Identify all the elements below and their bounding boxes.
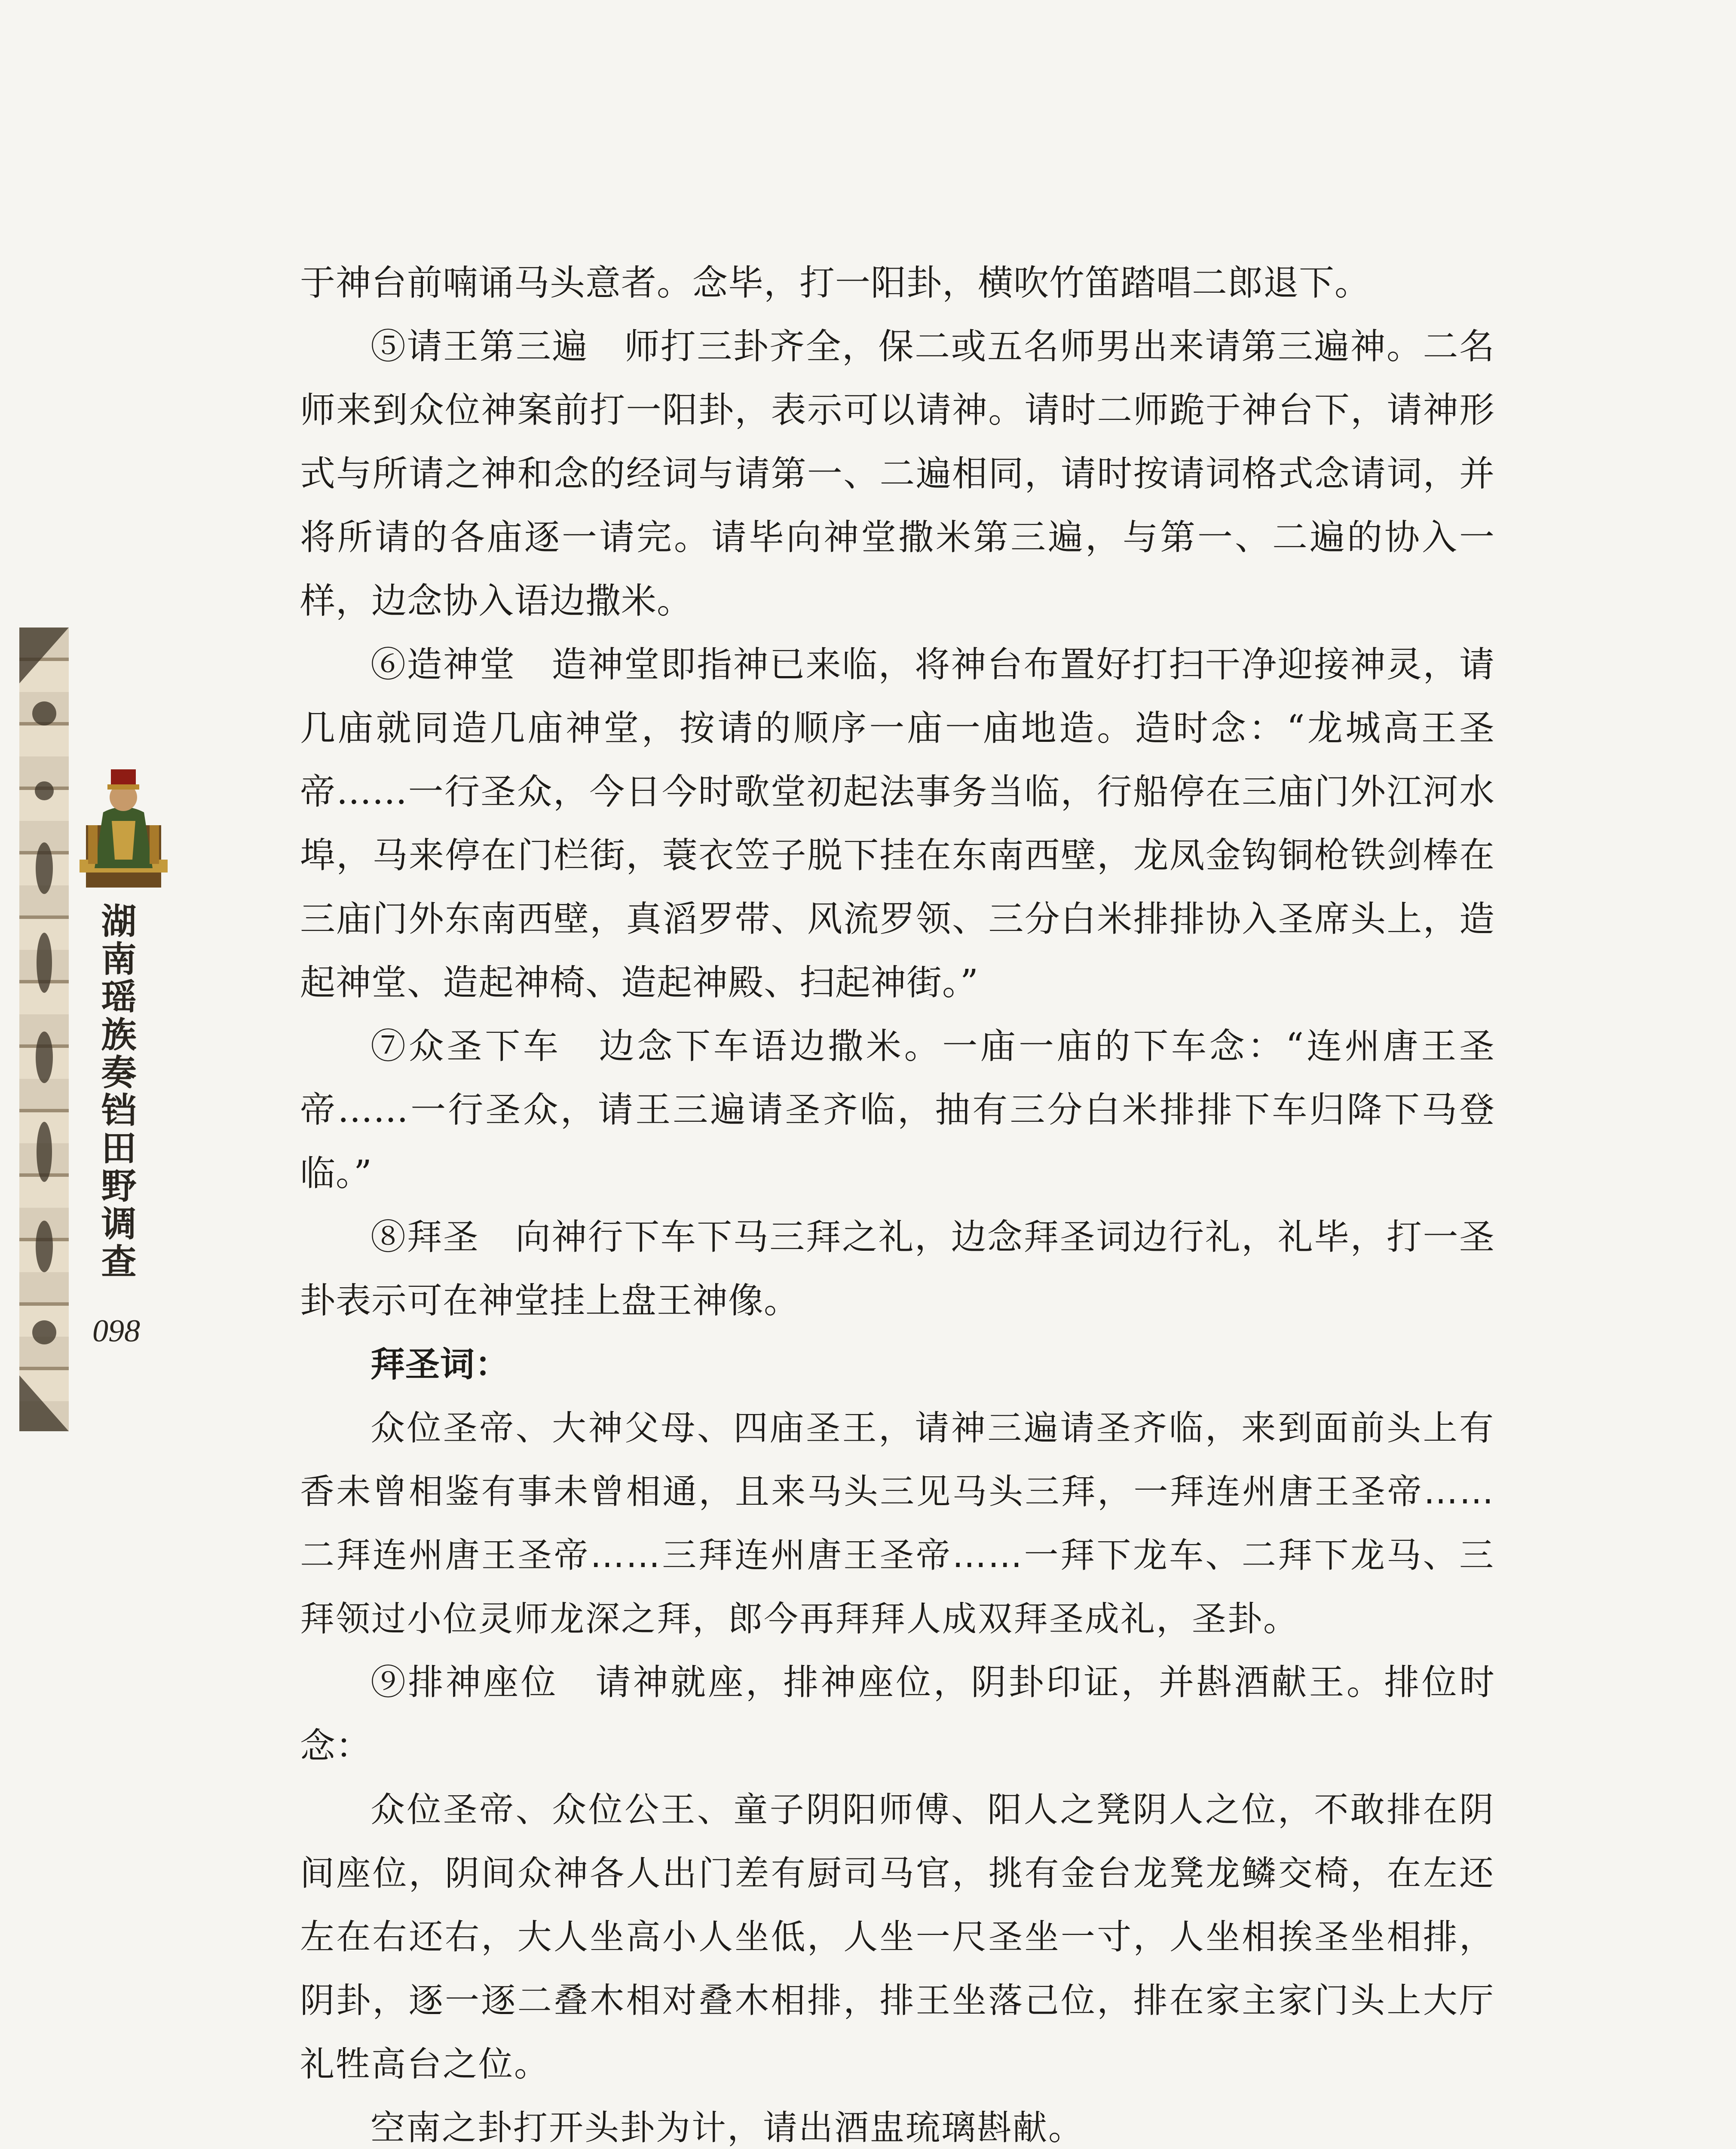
paragraph — [300, 1015, 1495, 1206]
paragraph — [300, 315, 1495, 633]
incantation-text: 空南之卦打开头卦为计，请出酒盅琉璃斟献。 — [370, 2108, 1084, 2148]
paragraph-text: 请神就座，排神座位，阴卦印证，并斟酒献王。排位时念： — [300, 1662, 1495, 1766]
deity-portrait-image — [77, 761, 170, 890]
paragraph-text: 于神台前喃诵马头意者。念毕，打一阳卦，横吹竹笛踏唱二郎退下。 — [300, 263, 1371, 303]
paragraph — [300, 1651, 1495, 1778]
decorative-border — [19, 628, 69, 1431]
step-label: ⑧拜圣 — [370, 1217, 480, 1258]
paragraph-text: 造神堂即指神已来临，将神台布置好打扫干净迎接神灵，请几庙就同造几庙神堂，按请的顺序一庙一庙地造。造时念：“龙城高王圣帝……一行圣众，今日今时歌堂初起法事务当临，行船停在三庙门外江河水埠，马来停在门栏街，蓑衣笠子脱下挂在东南西壁，龙凤金钩铜枪铁剑棒在三庙门外东南西壁，真滔罗带、风流罗领、三分白米排排协入圣席头上，造起神堂、造起神椅、造起神殿、扫起神街。” — [300, 644, 1495, 1003]
section-heading: 拜圣词： — [370, 1344, 510, 1384]
page-body — [300, 251, 1495, 2149]
running-title: 湖南瑶族奏铛田野调查 — [95, 903, 136, 1281]
ornament-pattern-icon — [19, 628, 69, 1431]
paragraph — [300, 1206, 1495, 1333]
paragraph — [300, 633, 1495, 1015]
step-label: ⑨排神座位 — [370, 1662, 558, 1703]
paragraph-text: 向神行下车下马三拜之礼，边念拜圣词边行礼，礼毕，打一圣卦表示可在神堂挂上盘王神像。 — [300, 1217, 1495, 1321]
paragraph — [300, 251, 1495, 315]
incantation-text: 众位圣帝、大神父母、四庙圣王，请神三遍请圣齐临，来到面前头上有香未曾相鉴有事未曾相通，且来马头三见马头三拜，一拜连州唐王圣帝……二拜连州唐王圣帝……三拜连州唐王圣帝……一拜下龙车、二拜下龙马、三拜领过小位灵师龙深之拜，郎今再拜拜人成双拜圣成礼，圣卦。 — [300, 1408, 1495, 1639]
step-label: ⑥造神堂 — [370, 644, 516, 685]
page-number: 098 — [92, 1313, 140, 1349]
step-label: ⑤请王第三遍 — [370, 326, 588, 367]
paragraph-text: 师打三卦齐全，保二或五名师男出来请第三遍神。二名师来到众位神案前打一阳卦，表示可以请神。请时二师跪于神台下，请神形式与所请之神和念的经词与请第一、二遍相同，请时按请词格式念请词，并将所请的各庙逐一请完。请毕向神堂撒米第三遍，与第一、二遍的协入一样，边念协入语边撒米。 — [300, 326, 1495, 621]
step-label: ⑦众圣下车 — [370, 1026, 561, 1067]
paragraph-text: 边念下车语边撒米。一庙一庙的下车念：“连州唐王圣帝……一行圣众，请王三遍请圣齐临，抽有三分白米排排下车归降下马登临。” — [300, 1026, 1495, 1194]
incantation-text: 众位圣帝、众位公王、童子阴阳师傅、阳人之凳阴人之位，不敢排在阴间座位，阴间众神各人出门差有厨司马官，挑有金台龙凳龙鳞交椅，在左还左在右还右，大人坐高小人坐低，人坐一尺圣坐一寸，人坐相挨圣坐相排，阴卦，逐一逐二叠木相对叠木相排，排王坐落己位，排在家主家门头上大厅礼牲高台之位。 — [300, 1790, 1495, 2084]
